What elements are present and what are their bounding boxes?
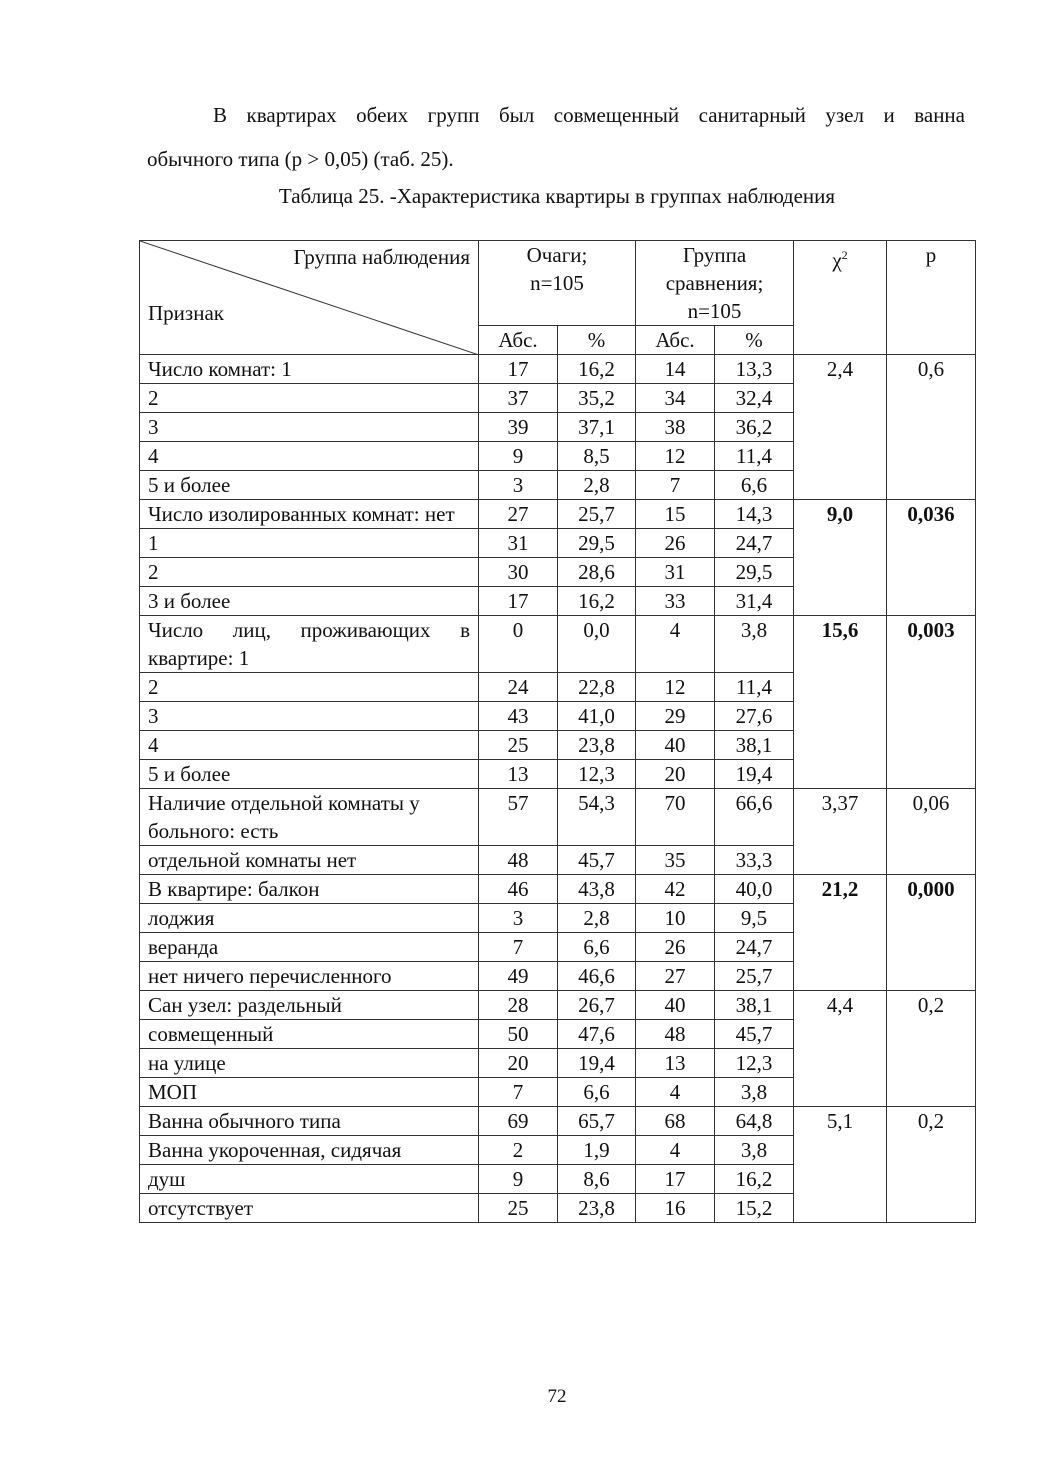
chi-square-cell: 9,0 bbox=[794, 500, 887, 616]
foci-pct-cell: 37,1 bbox=[558, 413, 636, 442]
comparison-abs-cell: 40 bbox=[636, 731, 715, 760]
foci-abs-cell: 0 bbox=[479, 616, 558, 673]
header-foci-line-1: Очаги; bbox=[526, 243, 588, 267]
comparison-pct-cell: 27,6 bbox=[715, 702, 794, 731]
foci-pct-cell: 29,5 bbox=[558, 529, 636, 558]
row-label: 5 и более bbox=[140, 471, 479, 500]
foci-abs-cell: 9 bbox=[479, 442, 558, 471]
foci-abs-cell: 57 bbox=[479, 789, 558, 846]
foci-abs-cell: 25 bbox=[479, 1194, 558, 1223]
foci-abs-cell: 7 bbox=[479, 1078, 558, 1107]
comparison-pct-cell: 66,6 bbox=[715, 789, 794, 846]
comparison-abs-cell: 35 bbox=[636, 846, 715, 875]
comparison-pct-cell: 31,4 bbox=[715, 587, 794, 616]
comparison-abs-cell: 68 bbox=[636, 1107, 715, 1136]
foci-abs-cell: 17 bbox=[479, 355, 558, 384]
table-row bbox=[140, 875, 976, 904]
row-label: 3 bbox=[140, 702, 479, 731]
chi-square-cell: 15,6 bbox=[794, 616, 887, 789]
comparison-abs-cell: 4 bbox=[636, 616, 715, 673]
foci-pct-cell: 2,8 bbox=[558, 471, 636, 500]
foci-abs-cell: 46 bbox=[479, 875, 558, 904]
intro-line-2: обычного типа (р > 0,05) (таб. 25). bbox=[147, 147, 454, 171]
chi-square-cell: 2,4 bbox=[794, 355, 887, 500]
comparison-abs-cell: 26 bbox=[636, 529, 715, 558]
header-comparison-line-3: n=105 bbox=[687, 299, 742, 323]
comparison-abs-cell: 31 bbox=[636, 558, 715, 587]
comparison-pct-cell: 29,5 bbox=[715, 558, 794, 587]
p-value-cell: 0,000 bbox=[887, 875, 976, 991]
comparison-pct-cell: 25,7 bbox=[715, 962, 794, 991]
foci-pct-cell: 54,3 bbox=[558, 789, 636, 846]
row-label: на улице bbox=[140, 1049, 479, 1078]
foci-pct-cell: 16,2 bbox=[558, 587, 636, 616]
comparison-pct-cell: 38,1 bbox=[715, 991, 794, 1020]
foci-pct-cell: 6,6 bbox=[558, 933, 636, 962]
comparison-abs-cell: 10 bbox=[636, 904, 715, 933]
foci-abs-cell: 17 bbox=[479, 587, 558, 616]
table-row bbox=[140, 789, 976, 846]
comparison-abs-cell: 27 bbox=[636, 962, 715, 991]
row-label: лоджия bbox=[140, 904, 479, 933]
comparison-pct-cell: 33,3 bbox=[715, 846, 794, 875]
comparison-pct-cell: 3,8 bbox=[715, 1136, 794, 1165]
p-value-cell: 0,036 bbox=[887, 500, 976, 616]
comparison-pct-cell: 3,8 bbox=[715, 1078, 794, 1107]
foci-pct-cell: 2,8 bbox=[558, 904, 636, 933]
foci-pct-cell: 23,8 bbox=[558, 1194, 636, 1223]
comparison-abs-cell: 34 bbox=[636, 384, 715, 413]
foci-abs-cell: 48 bbox=[479, 846, 558, 875]
page-number: 72 bbox=[547, 1386, 567, 1407]
foci-pct-cell: 35,2 bbox=[558, 384, 636, 413]
foci-pct-cell: 6,6 bbox=[558, 1078, 636, 1107]
table-row bbox=[140, 616, 976, 673]
header-pct-1: % bbox=[558, 326, 636, 355]
header-foci-line-2: n=105 bbox=[530, 271, 584, 295]
p-value-cell: 0,2 bbox=[887, 1107, 976, 1223]
comparison-pct-cell: 24,7 bbox=[715, 529, 794, 558]
row-label: 1 bbox=[140, 529, 479, 558]
chi-square-cell: 5,1 bbox=[794, 1107, 887, 1223]
comparison-pct-cell: 24,7 bbox=[715, 933, 794, 962]
row-label: отдельной комнаты нет bbox=[140, 846, 479, 875]
row-label: Ванна укороченная, сидячая bbox=[140, 1136, 479, 1165]
foci-abs-cell: 25 bbox=[479, 731, 558, 760]
row-label: 2 bbox=[140, 558, 479, 587]
row-label: 4 bbox=[140, 442, 479, 471]
row-label: 3 bbox=[140, 413, 479, 442]
foci-abs-cell: 50 bbox=[479, 1020, 558, 1049]
comparison-pct-cell: 11,4 bbox=[715, 442, 794, 471]
housing-table bbox=[139, 240, 976, 1223]
comparison-pct-cell: 45,7 bbox=[715, 1020, 794, 1049]
table-row bbox=[140, 355, 976, 384]
header-p: p bbox=[887, 241, 976, 355]
foci-pct-cell: 0,0 bbox=[558, 616, 636, 673]
row-label: душ bbox=[140, 1165, 479, 1194]
foci-pct-cell: 22,8 bbox=[558, 673, 636, 702]
row-label: В квартире: балкон bbox=[140, 875, 479, 904]
foci-pct-cell: 45,7 bbox=[558, 846, 636, 875]
comparison-abs-cell: 17 bbox=[636, 1165, 715, 1194]
foci-abs-cell: 37 bbox=[479, 384, 558, 413]
comparison-pct-cell: 38,1 bbox=[715, 731, 794, 760]
row-label: Сан узел: раздельный bbox=[140, 991, 479, 1020]
comparison-pct-cell: 13,3 bbox=[715, 355, 794, 384]
comparison-abs-cell: 26 bbox=[636, 933, 715, 962]
comparison-pct-cell: 9,5 bbox=[715, 904, 794, 933]
foci-pct-cell: 65,7 bbox=[558, 1107, 636, 1136]
header-comparison-line-1: Группа bbox=[682, 243, 747, 267]
comparison-abs-cell: 15 bbox=[636, 500, 715, 529]
foci-pct-cell: 25,7 bbox=[558, 500, 636, 529]
row-label: 5 и более bbox=[140, 760, 479, 789]
foci-abs-cell: 3 bbox=[479, 471, 558, 500]
p-value-cell: 0,6 bbox=[887, 355, 976, 500]
comparison-pct-cell: 32,4 bbox=[715, 384, 794, 413]
comparison-pct-cell: 3,8 bbox=[715, 616, 794, 673]
row-label: Наличие отдельной комнаты у больного: есть bbox=[140, 789, 479, 846]
header-group-label: Группа наблюдения bbox=[293, 245, 470, 269]
comparison-pct-cell: 11,4 bbox=[715, 673, 794, 702]
foci-abs-cell: 13 bbox=[479, 760, 558, 789]
p-value-cell: 0,2 bbox=[887, 991, 976, 1107]
comparison-abs-cell: 16 bbox=[636, 1194, 715, 1223]
header-abs-1: Абс. bbox=[479, 326, 558, 355]
comparison-abs-cell: 33 bbox=[636, 587, 715, 616]
row-label: нет ничего перечисленного bbox=[140, 962, 479, 991]
table-row bbox=[140, 1107, 976, 1136]
chi-square-cell: 3,37 bbox=[794, 789, 887, 875]
foci-pct-cell: 23,8 bbox=[558, 731, 636, 760]
comparison-abs-cell: 70 bbox=[636, 789, 715, 846]
p-value-cell: 0,003 bbox=[887, 616, 976, 789]
comparison-abs-cell: 38 bbox=[636, 413, 715, 442]
foci-abs-cell: 3 bbox=[479, 904, 558, 933]
comparison-abs-cell: 7 bbox=[636, 471, 715, 500]
row-label: Число лиц, проживающих в квартире: 1 bbox=[140, 616, 479, 673]
header-corner-cell bbox=[140, 241, 479, 355]
foci-abs-cell: 27 bbox=[479, 500, 558, 529]
comparison-pct-cell: 40,0 bbox=[715, 875, 794, 904]
row-label: веранда bbox=[140, 933, 479, 962]
row-label: МОП bbox=[140, 1078, 479, 1107]
row-label: отсутствует bbox=[140, 1194, 479, 1223]
row-label: 2 bbox=[140, 384, 479, 413]
comparison-abs-cell: 4 bbox=[636, 1078, 715, 1107]
comparison-pct-cell: 19,4 bbox=[715, 760, 794, 789]
comparison-abs-cell: 48 bbox=[636, 1020, 715, 1049]
foci-pct-cell: 8,5 bbox=[558, 442, 636, 471]
foci-abs-cell: 24 bbox=[479, 673, 558, 702]
foci-pct-cell: 12,3 bbox=[558, 760, 636, 789]
header-foci bbox=[479, 241, 636, 326]
foci-pct-cell: 1,9 bbox=[558, 1136, 636, 1165]
foci-pct-cell: 43,8 bbox=[558, 875, 636, 904]
comparison-pct-cell: 15,2 bbox=[715, 1194, 794, 1223]
header-comparison-line-2: сравнения; bbox=[665, 271, 764, 295]
foci-abs-cell: 39 bbox=[479, 413, 558, 442]
row-label: Число изолированных комнат: нет bbox=[140, 500, 479, 529]
row-label: совмещенный bbox=[140, 1020, 479, 1049]
comparison-abs-cell: 42 bbox=[636, 875, 715, 904]
row-label: 4 bbox=[140, 731, 479, 760]
comparison-pct-cell: 14,3 bbox=[715, 500, 794, 529]
foci-pct-cell: 46,6 bbox=[558, 962, 636, 991]
intro-line-1: В квартирах обеих групп был совмещенный санитарный узел и ванна bbox=[213, 103, 965, 127]
comparison-pct-cell: 16,2 bbox=[715, 1165, 794, 1194]
p-value-cell: 0,06 bbox=[887, 789, 976, 875]
foci-abs-cell: 69 bbox=[479, 1107, 558, 1136]
header-abs-2: Абс. bbox=[636, 326, 715, 355]
row-label: 3 и более bbox=[140, 587, 479, 616]
foci-pct-cell: 8,6 bbox=[558, 1165, 636, 1194]
foci-abs-cell: 28 bbox=[479, 991, 558, 1020]
foci-abs-cell: 2 bbox=[479, 1136, 558, 1165]
table-caption: Таблица 25. -Характеристика квартиры в группах наблюдения bbox=[278, 184, 836, 208]
comparison-pct-cell: 36,2 bbox=[715, 413, 794, 442]
foci-pct-cell: 16,2 bbox=[558, 355, 636, 384]
foci-pct-cell: 28,6 bbox=[558, 558, 636, 587]
comparison-abs-cell: 20 bbox=[636, 760, 715, 789]
comparison-pct-cell: 6,6 bbox=[715, 471, 794, 500]
row-label: Число комнат: 1 bbox=[140, 355, 479, 384]
header-sign-label: Признак bbox=[148, 301, 224, 325]
foci-abs-cell: 49 bbox=[479, 962, 558, 991]
comparison-abs-cell: 4 bbox=[636, 1136, 715, 1165]
foci-pct-cell: 19,4 bbox=[558, 1049, 636, 1078]
comparison-abs-cell: 13 bbox=[636, 1049, 715, 1078]
foci-pct-cell: 26,7 bbox=[558, 991, 636, 1020]
comparison-abs-cell: 40 bbox=[636, 991, 715, 1020]
comparison-abs-cell: 14 bbox=[636, 355, 715, 384]
comparison-abs-cell: 12 bbox=[636, 673, 715, 702]
foci-abs-cell: 31 bbox=[479, 529, 558, 558]
chi-square-cell: 21,2 bbox=[794, 875, 887, 991]
comparison-abs-cell: 29 bbox=[636, 702, 715, 731]
foci-abs-cell: 7 bbox=[479, 933, 558, 962]
table-row bbox=[140, 500, 976, 529]
chi-square-cell: 4,4 bbox=[794, 991, 887, 1107]
foci-abs-cell: 9 bbox=[479, 1165, 558, 1194]
foci-abs-cell: 43 bbox=[479, 702, 558, 731]
comparison-pct-cell: 12,3 bbox=[715, 1049, 794, 1078]
header-chi-square bbox=[794, 241, 887, 355]
row-label: Ванна обычного типа bbox=[140, 1107, 479, 1136]
intro-paragraph bbox=[147, 93, 965, 181]
foci-abs-cell: 30 bbox=[479, 558, 558, 587]
row-label: 2 bbox=[140, 673, 479, 702]
header-chi: χ bbox=[832, 248, 842, 272]
comparison-abs-cell: 12 bbox=[636, 442, 715, 471]
header-pct-2: % bbox=[715, 326, 794, 355]
foci-pct-cell: 47,6 bbox=[558, 1020, 636, 1049]
header-chi-sup: 2 bbox=[841, 248, 848, 262]
foci-pct-cell: 41,0 bbox=[558, 702, 636, 731]
comparison-pct-cell: 64,8 bbox=[715, 1107, 794, 1136]
foci-abs-cell: 20 bbox=[479, 1049, 558, 1078]
header-comparison bbox=[636, 241, 794, 326]
table-row bbox=[140, 991, 976, 1020]
